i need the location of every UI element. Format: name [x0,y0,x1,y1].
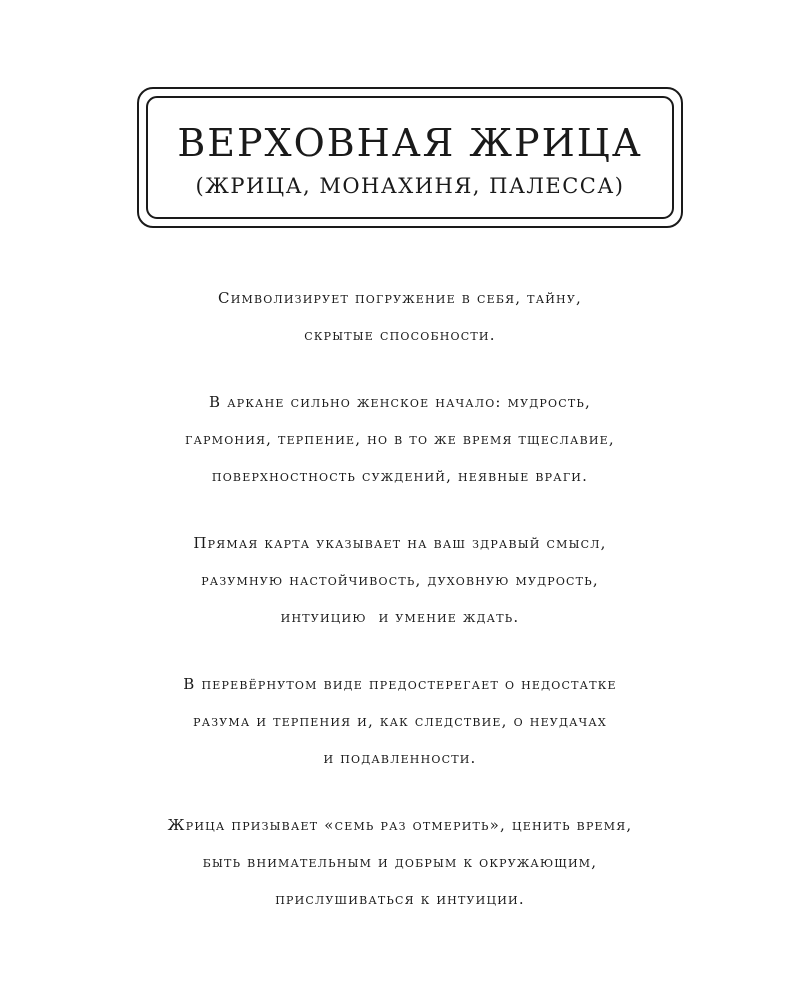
text-line: поверхностность суждений, неявные враги. [211,467,589,485]
page-subtitle: (ЖРИЦА, МОНАХИНЯ, ПАЛЕССА) [195,174,625,198]
title-frame-inner [146,96,674,219]
text-line: разумную настойчивость, духовную мудрость, [201,571,599,589]
text-line: Прямая карта указывает на ваш здравый смысл, [193,534,607,552]
text-line: быть внимательным и добрым к окружающим, [202,853,598,871]
paragraph-advice [120,807,680,918]
paragraph-symbolism [120,280,680,354]
text-line: В аркане сильно женское начало: мудрость, [209,393,591,411]
text-line: Жрица призывает «семь раз отмерить», ценить время, [167,816,633,834]
text-line: разума и терпения и, как следствие, о неудачах [193,712,607,730]
text-line: Символизирует погружение в себя, тайну, [218,289,582,307]
paragraph-upright-card [120,525,680,636]
title-frame-outer [137,87,683,228]
paragraph-feminine-principle [120,384,680,495]
text-line: интуицию и умение ждать. [280,608,520,626]
text-line: прислушиваться к интуиции. [275,890,525,908]
text-line: В перевёрнутом виде предостерегает о недостатке [183,675,617,693]
paragraph-reversed-card [120,666,680,777]
text-line: скрытые способности. [304,326,496,344]
page-title: ВЕРХОВНАЯ ЖРИЦА [177,121,643,165]
text-line: и подавленности. [323,749,477,767]
text-line: гармония, терпение, но в то же время тщеславие, [185,430,615,448]
body-text [120,280,680,948]
